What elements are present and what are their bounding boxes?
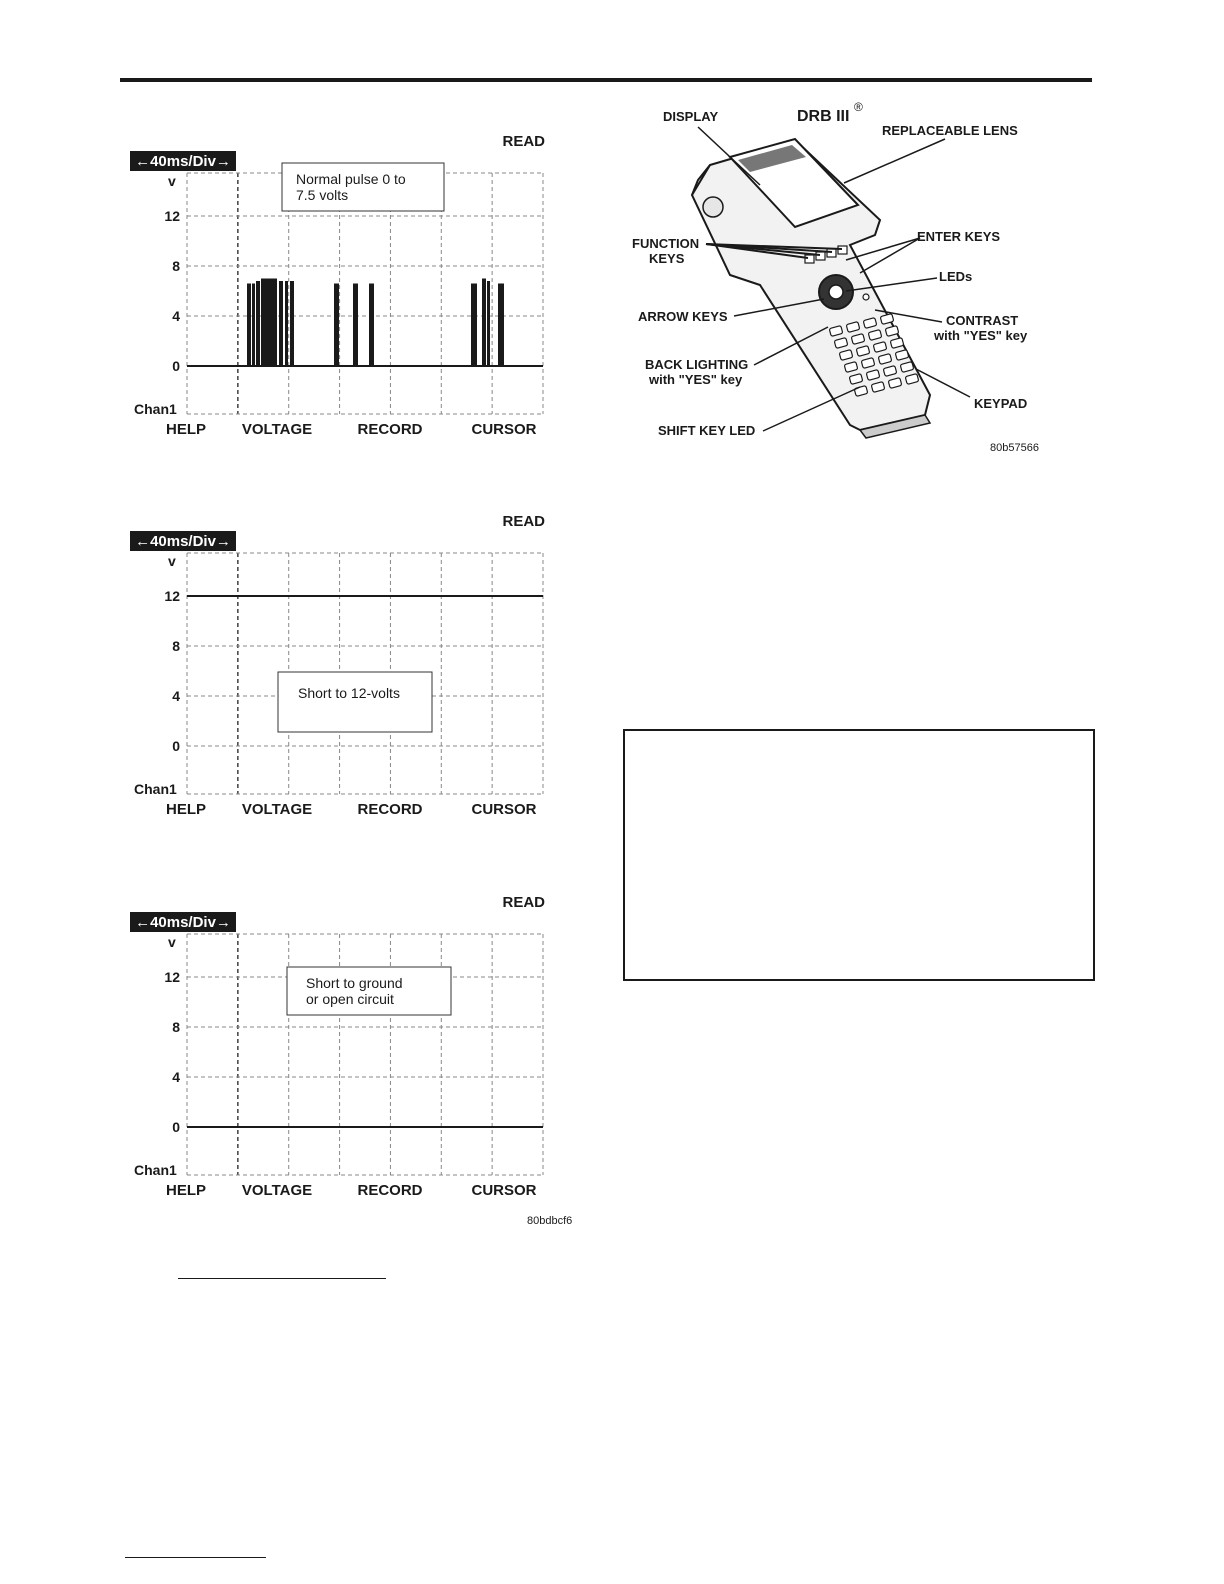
y-ticks	[164, 588, 180, 754]
trace-pulse	[369, 284, 374, 367]
v-axis-label: v	[168, 934, 176, 950]
scope-screen	[120, 889, 590, 1209]
channel-label: Chan1	[134, 781, 177, 797]
trace-pulse	[334, 284, 339, 367]
callout-line-1: Short to 12-volts	[298, 685, 400, 701]
y-tick-label: 12	[164, 588, 180, 604]
callout-line-1: Normal pulse 0 to	[296, 171, 406, 187]
footer-record: RECORD	[357, 801, 423, 818]
label-contrast-1: CONTRAST	[946, 313, 1019, 328]
read-label: READ	[502, 513, 545, 530]
y-ticks	[164, 969, 180, 1135]
trace-pulse	[482, 279, 486, 367]
trace-pulse	[285, 281, 288, 366]
device-figure-id: 80b57566	[990, 442, 1039, 454]
y-tick-label: 0	[172, 1119, 180, 1135]
leader-enter-2	[860, 238, 920, 273]
led-indicator	[863, 294, 869, 300]
footer-record: RECORD	[357, 1182, 423, 1199]
label-replaceable-lens: REPLACEABLE LENS	[882, 123, 1018, 138]
label-display: DISPLAY	[663, 109, 719, 124]
trace-pulse	[290, 281, 294, 366]
trace-pulse	[498, 284, 504, 367]
channel-label: Chan1	[134, 1162, 177, 1178]
label-leds: LEDs	[939, 269, 973, 284]
label-contrast-2: with "YES" key	[934, 328, 1028, 343]
registered-mark: ®	[854, 100, 863, 114]
channel-label: Chan1	[134, 401, 177, 417]
scope-screen	[120, 128, 590, 448]
footer-voltage: VOLTAGE	[241, 1182, 313, 1199]
read-label: READ	[502, 133, 545, 150]
trace-pulse	[279, 281, 283, 366]
trace-pulse	[261, 279, 266, 367]
y-tick-label: 8	[172, 258, 180, 274]
label-function-2: KEYS	[649, 251, 685, 266]
trace-pulse	[471, 284, 477, 367]
y-ticks	[164, 208, 180, 374]
label-arrow-keys: ARROW KEYS	[638, 309, 728, 324]
footer-voltage: VOLTAGE	[241, 801, 313, 818]
label-function-1: FUNCTION	[632, 236, 700, 251]
footer-rule	[125, 1557, 266, 1558]
device-title: DRB III	[797, 108, 850, 125]
drb-iii-illustration	[620, 95, 1060, 470]
footer-record: RECORD	[357, 421, 423, 438]
read-label: READ	[502, 894, 545, 911]
footer-help: HELP	[165, 801, 207, 818]
underline-rule	[178, 1278, 386, 1279]
leader-lens	[844, 139, 945, 183]
y-tick-label: 4	[172, 688, 180, 704]
trace-pulse	[266, 279, 274, 367]
trace-pulse	[487, 281, 490, 366]
y-tick-label: 12	[164, 208, 180, 224]
scope-screen	[120, 508, 590, 828]
v-axis-label: v	[168, 173, 176, 189]
trace-pulse	[256, 281, 260, 366]
scope-figure-short-ground	[120, 889, 590, 1209]
header-rule	[120, 78, 1092, 82]
signal-trace	[187, 279, 543, 367]
label-back-lighting-1: BACK LIGHTING	[645, 357, 749, 372]
trace-pulse	[274, 279, 277, 367]
connector-port	[703, 197, 723, 217]
arrow-key-center	[829, 285, 843, 299]
note-box	[623, 729, 1095, 981]
timebase-label: ←40ms/Div→	[135, 914, 231, 931]
y-tick-label: 12	[164, 969, 180, 985]
y-tick-label: 8	[172, 1019, 180, 1035]
v-axis-label: v	[168, 553, 176, 569]
callout-line-2: 7.5 volts	[296, 187, 349, 203]
trace-pulse	[252, 284, 255, 367]
label-back-lighting-2: with "YES" key	[649, 372, 743, 387]
y-tick-label: 0	[172, 738, 180, 754]
callout-line-2: or open circuit	[306, 991, 394, 1007]
scopes-figure-id: 80bdbcf6	[527, 1215, 573, 1227]
footer-cursor: CURSOR	[471, 421, 537, 438]
y-tick-label: 8	[172, 638, 180, 654]
callout-box	[278, 672, 432, 732]
footer-help: HELP	[165, 421, 207, 438]
drb-iii-drawing	[620, 95, 1060, 470]
trace-pulse	[353, 284, 358, 367]
footer-cursor: CURSOR	[471, 801, 537, 818]
scope-figure-normal-pulse	[120, 128, 590, 448]
trace-pulse	[247, 284, 251, 367]
label-enter-keys: ENTER KEYS	[917, 229, 1001, 244]
label-keypad: KEYPAD	[974, 396, 1028, 411]
timebase-label: ←40ms/Div→	[135, 153, 231, 170]
y-tick-label: 4	[172, 1069, 180, 1085]
footer-cursor: CURSOR	[471, 1182, 537, 1199]
footer-help: HELP	[165, 1182, 207, 1199]
timebase-label: ←40ms/Div→	[135, 533, 231, 550]
scope-figure-short-12v	[120, 508, 590, 828]
callout-line-1: Short to ground	[306, 975, 403, 991]
footer-voltage: VOLTAGE	[241, 421, 313, 438]
y-tick-label: 4	[172, 308, 180, 324]
y-tick-label: 0	[172, 358, 180, 374]
label-shift-key-led: SHIFT KEY LED	[658, 423, 756, 438]
